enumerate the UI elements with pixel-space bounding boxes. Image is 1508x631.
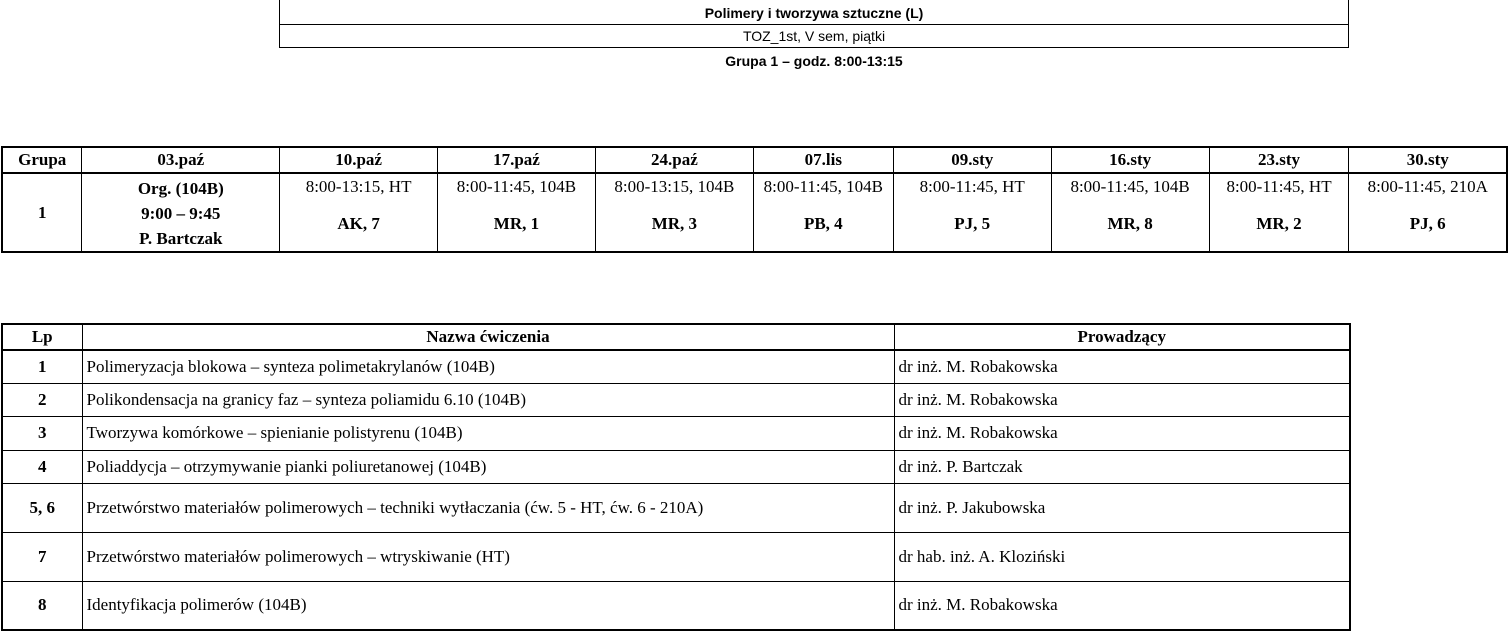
exercise-name-header: Nazwa ćwiczenia — [82, 324, 894, 350]
table-row — [2, 581, 1350, 630]
slot-time: 8:00-11:45, 104B — [763, 177, 883, 196]
slot-cell — [893, 173, 1051, 252]
group-column-header: Grupa — [2, 147, 82, 173]
exercise-name-cell: Polimeryzacja blokowa – synteza polimetakrylanów (104B) — [82, 350, 894, 383]
table-row — [2, 350, 1350, 383]
slot-cell — [595, 173, 753, 252]
slot-time: 8:00-11:45, 104B — [456, 177, 577, 196]
slot-cell — [1209, 173, 1349, 252]
lp-cell: 4 — [2, 450, 82, 483]
lp-cell: 2 — [2, 383, 82, 416]
date-header: 07.lis — [753, 147, 893, 173]
exercise-name-cell: Identyfikacja polimerów (104B) — [82, 581, 894, 630]
exercise-name-cell: Przetwórstwo materiałów polimerowych – wtryskiwanie (HT) — [82, 532, 894, 581]
instructor-cell: dr inż. M. Robakowska — [894, 416, 1350, 450]
slot-code: AK, 7 — [337, 214, 380, 233]
slot-code: MR, 2 — [1256, 214, 1302, 233]
lp-cell: 8 — [2, 581, 82, 630]
table-row — [2, 416, 1350, 450]
instructor-cell: dr inż. M. Robakowska — [894, 383, 1350, 416]
exercise-name-cell: Przetwórstwo materiałów polimerowych – techniki wytłaczania (ćw. 5 - HT, ćw. 6 - 210A) — [82, 483, 894, 532]
exercise-name-cell: Polikondensacja na granicy faz – synteza poliamidu 6.10 (104B) — [82, 383, 894, 416]
slot-time: 8:00-11:45, 210A — [1367, 177, 1488, 196]
document-subtitle: TOZ_1st, V sem, piątki — [279, 24, 1349, 48]
schedule-header-row — [2, 147, 1507, 173]
instructor-cell: dr inż. P. Bartczak — [894, 450, 1350, 483]
document-title: Polimery i tworzywa sztuczne (L) — [279, 0, 1349, 25]
slot-time: 8:00-11:45, HT — [919, 177, 1025, 196]
instructor-cell: dr inż. M. Robakowska — [894, 581, 1350, 630]
slot-cell — [1051, 173, 1209, 252]
date-header: 23.sty — [1209, 147, 1349, 173]
slot-code: PJ, 6 — [1409, 214, 1446, 233]
slot-code: PJ, 5 — [954, 214, 991, 233]
date-header: 30.sty — [1349, 147, 1507, 173]
slot-time: 8:00-13:15, 104B — [614, 177, 735, 196]
slot-cell — [280, 173, 438, 252]
org-person: P. Bartczak — [139, 229, 223, 248]
slot-time: 8:00-13:15, HT — [305, 177, 412, 196]
table-row — [2, 483, 1350, 532]
instructor-cell: dr inż. M. Robakowska — [894, 350, 1350, 383]
exercises-table — [1, 323, 1351, 631]
slot-cell — [1349, 173, 1507, 252]
date-header: 16.sty — [1051, 147, 1209, 173]
exercises-header-row — [2, 324, 1350, 350]
date-header: 09.sty — [893, 147, 1051, 173]
date-header: 24.paź — [595, 147, 753, 173]
lp-cell: 1 — [2, 350, 82, 383]
instructor-cell: dr inż. P. Jakubowska — [894, 483, 1350, 532]
date-header: 03.paź — [82, 147, 280, 173]
exercise-name-cell: Poliaddycja – otrzymywanie pianki poliuretanowej (104B) — [82, 450, 894, 483]
date-header: 17.paź — [438, 147, 596, 173]
table-row — [2, 383, 1350, 416]
date-header: 10.paź — [280, 147, 438, 173]
table-row — [2, 450, 1350, 483]
lp-cell: 7 — [2, 532, 82, 581]
slot-code: PB, 4 — [803, 214, 843, 233]
org-cell — [82, 173, 280, 252]
slot-cell — [753, 173, 893, 252]
slot-time: 8:00-11:45, 104B — [1070, 177, 1190, 196]
org-room: Org. (104B) — [137, 179, 224, 198]
lp-cell: 5, 6 — [2, 483, 82, 532]
lp-header: Lp — [2, 324, 82, 350]
group-number: 1 — [2, 173, 82, 252]
schedule-row — [2, 173, 1507, 252]
group-time-line: Grupa 1 – godz. 8:00-13:15 — [725, 53, 903, 69]
slot-code: MR, 8 — [1107, 214, 1153, 233]
slot-code: MR, 3 — [651, 214, 698, 233]
org-time: 9:00 – 9:45 — [141, 204, 221, 223]
lp-cell: 3 — [2, 416, 82, 450]
slot-cell — [438, 173, 596, 252]
instructor-header: Prowadzący — [894, 324, 1350, 350]
slot-time: 8:00-11:45, HT — [1226, 177, 1332, 196]
schedule-table — [1, 146, 1508, 253]
table-row — [2, 532, 1350, 581]
slot-code: MR, 1 — [493, 214, 540, 233]
instructor-cell: dr hab. inż. A. Kloziński — [894, 532, 1350, 581]
exercise-name-cell: Tworzywa komórkowe – spienianie polistyrenu (104B) — [82, 416, 894, 450]
